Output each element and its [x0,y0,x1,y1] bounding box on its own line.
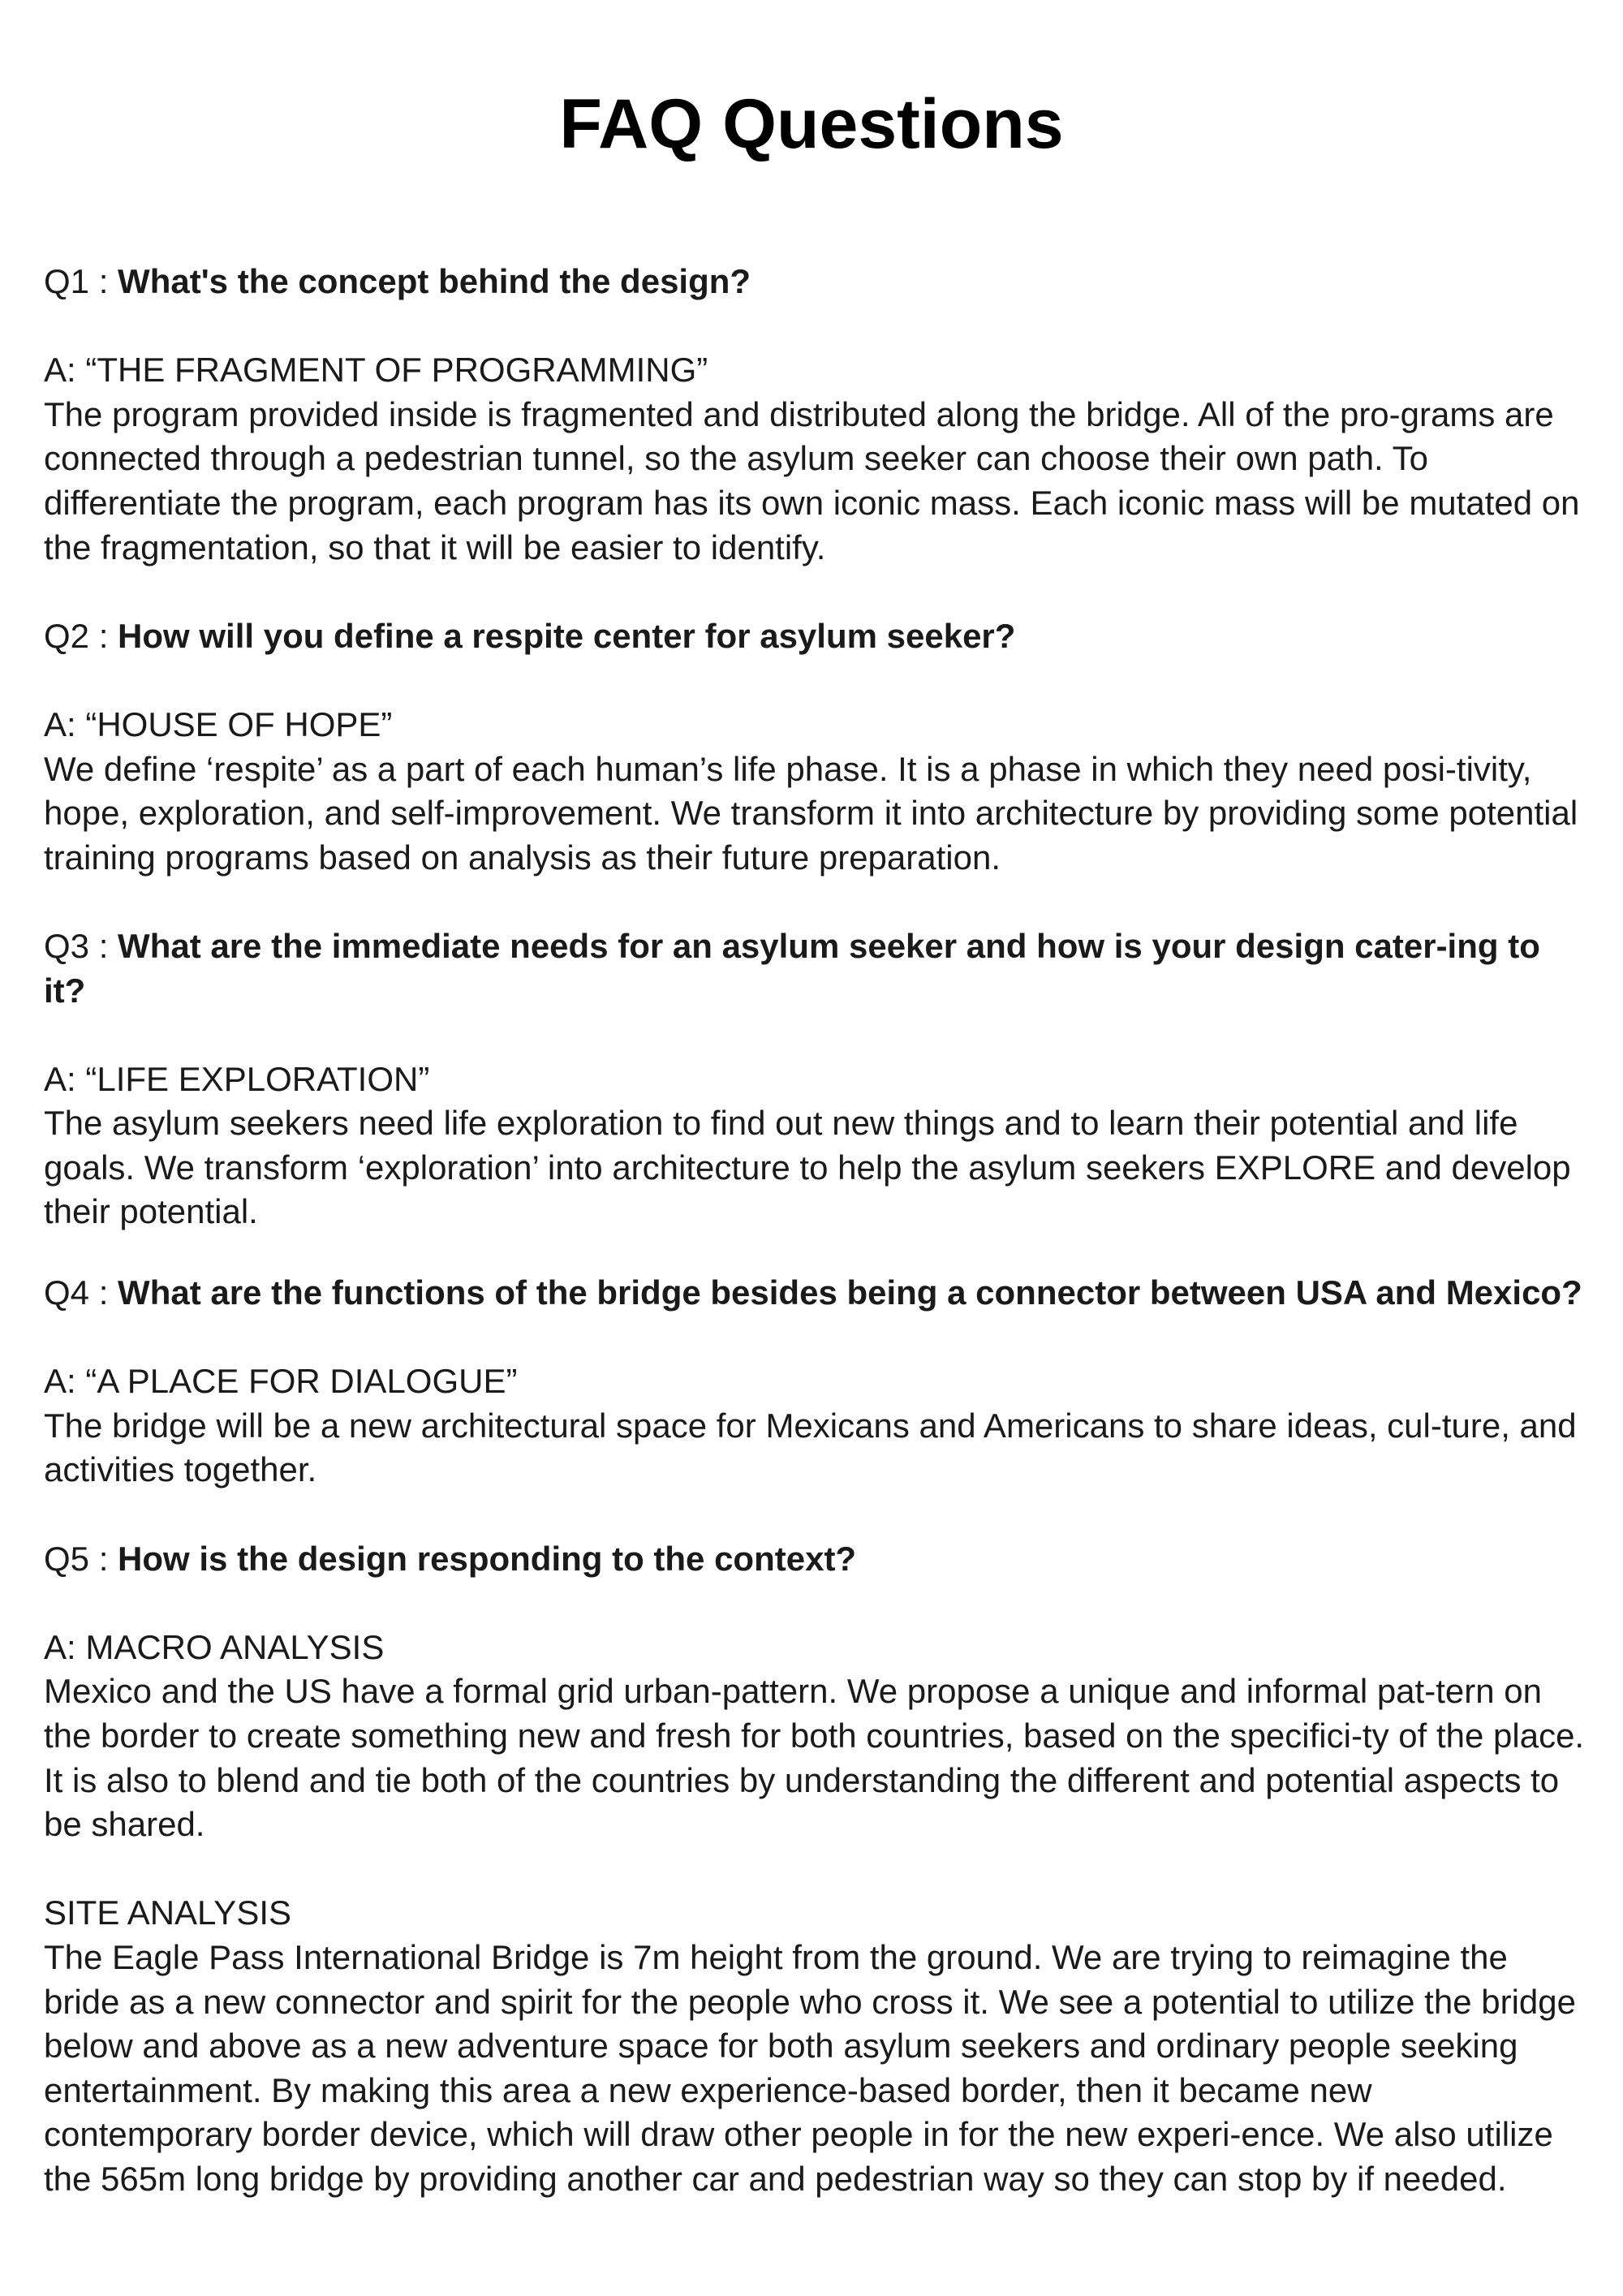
question-number: Q4 : [44,1273,118,1312]
question [44,260,1586,304]
answer-text: The bridge will be a new architectural space for Mexicans and Americans to share ideas, cul-ture, and activities together. [44,1406,1577,1489]
answer-text: The program provided inside is fragmented and distributed along the bridge. All of the pro-grams are connected through a pedestrian tunnel, so the asylum seeker can choose their own path. To differentiate the program, each program has its own iconic mass. Each iconic mass will be mutated on the fragmentation, so that it will be easier to identify. [44,394,1580,566]
answer-heading: A: “THE FRAGMENT OF PROGRAMMING” [44,351,708,390]
faq-item-q4 [44,1271,1586,1493]
question-number: Q3 : [44,926,118,965]
answer-heading: A: MACRO ANALYSIS [44,1627,385,1666]
question-text: How will you define a respite center for asylum seeker? [118,616,1016,655]
page-title: FAQ Questions [559,85,1064,163]
question-text: How is the design responding to the context? [118,1539,857,1578]
answer-text: The Eagle Pass International Bridge is 7m height from the ground. We are trying to reimagine the bride as a new connector and spirit for the people who cross it. We see a potential to utilize the bridge below and above as a new adventure space for both asylum seekers and ordinary people seeking entertainment. By making this area a new experience-based border, then it became new contemporary border device, which will draw other people in for the new experi-ence. We also utilize the 565m long bridge by providing another car and pedestrian way so they can stop by if needed. [44,1937,1576,2198]
answer-heading: SITE ANALYSIS [44,1893,292,1932]
question-text: What are the immediate needs for an asylum seeker and how is your design cater-ing to it? [44,926,1540,1010]
question-number: Q2 : [44,616,118,655]
answer-heading: A: “HOUSE OF HOPE” [44,704,393,743]
question-number: Q1 : [44,262,118,300]
question-text: What are the functions of the bridge besides being a connector between USA and Mexico? [118,1273,1582,1312]
faq-item-q1 [44,260,1586,570]
question-text: What's the concept behind the design? [118,262,751,300]
question [44,1537,1586,1582]
question-number: Q5 : [44,1539,118,1578]
faq-item-q3 [44,924,1586,1234]
faq-list [44,260,1586,2202]
question [44,1271,1586,1316]
answer-heading: A: “LIFE EXPLORATION” [44,1059,430,1098]
answer-heading: A: “A PLACE FOR DIALOGUE” [44,1362,518,1401]
answer-text: The asylum seekers need life exploration to find out new things and to learn their potential and life goals. We transform ‘exploration’ into architecture to help the asylum seekers EXPLORE and develop their potential. [44,1104,1571,1231]
question [44,614,1586,659]
answer-text: Mexico and the US have a formal grid urban-pattern. We propose a unique and informal pat-tern on the border to create something new and fresh for both countries, based on the specifici-ty of the place. It is also to blend and tie both of the countries by understanding the different and potential aspects to be shared. [44,1672,1585,1844]
faq-item-q2 [44,614,1586,881]
answer-text: We define ‘respite’ as a part of each human’s life phase. It is a phase in which they need posi-tivity, hope, exploration, and self-improvement. We transform it into architecture by providing some potential training programs based on analysis as their future preparation. [44,749,1578,877]
faq-item-q5 [44,1537,1586,2202]
question [44,924,1586,1013]
